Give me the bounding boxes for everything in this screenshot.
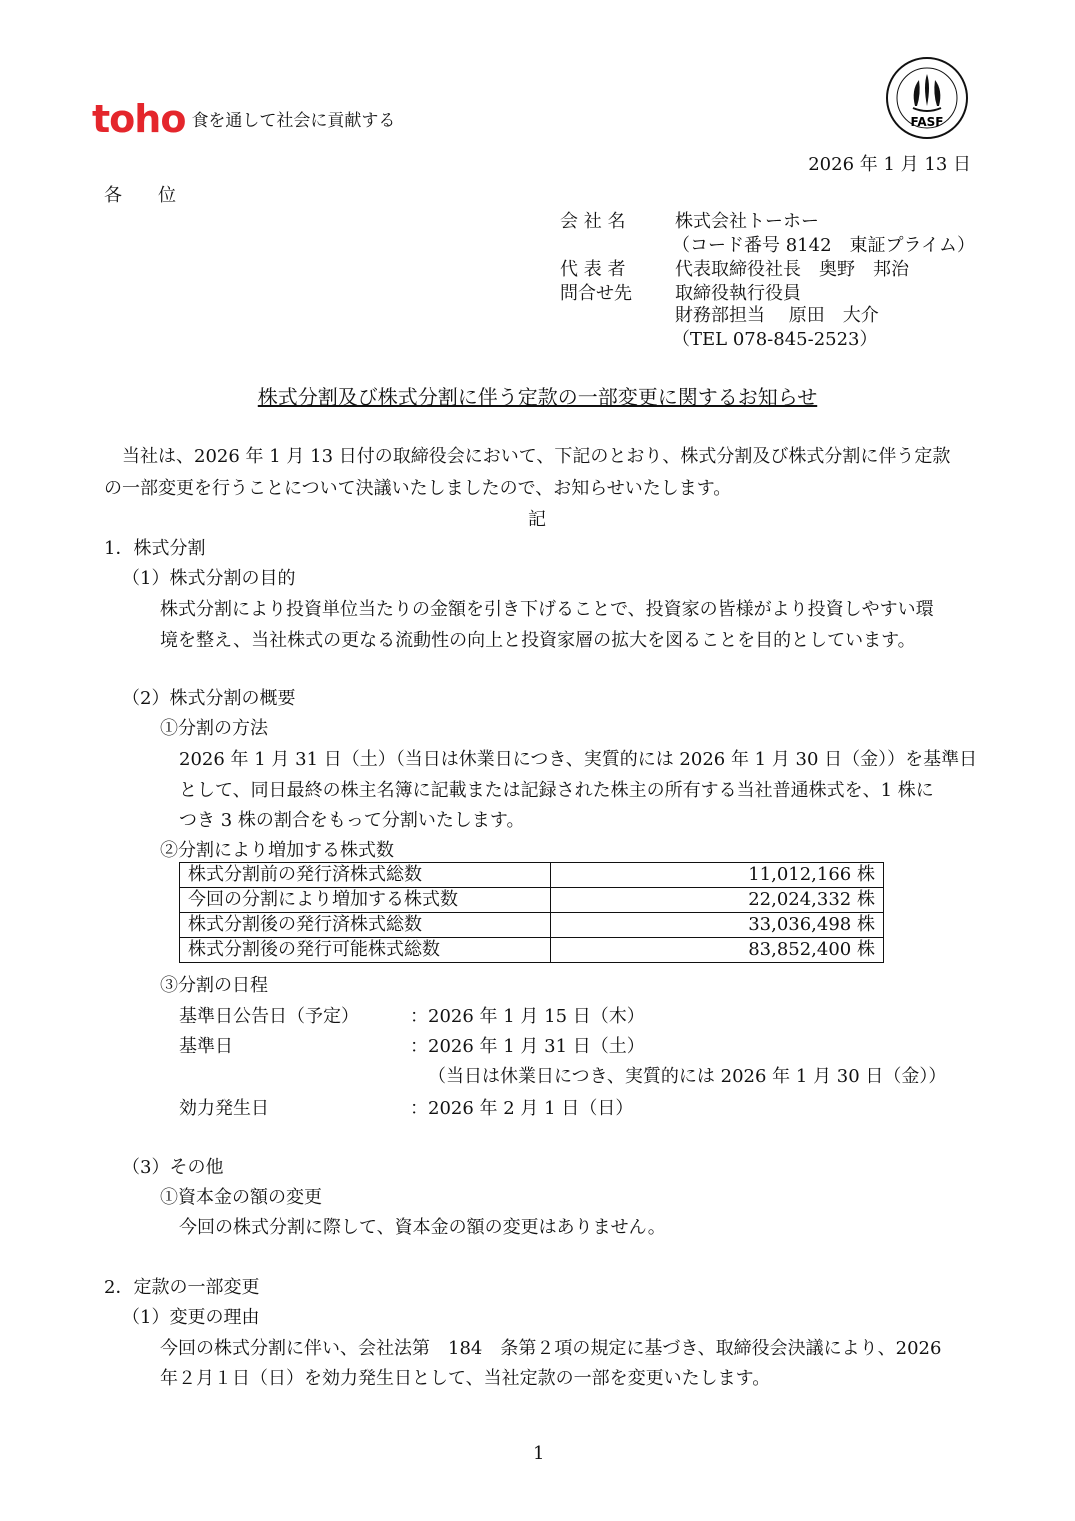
- section-1-heading: 1．株式分割: [104, 538, 206, 559]
- representative: 代表取締役社長 奥野 邦治: [675, 259, 909, 280]
- intro-line-2: の一部変更を行うことについて決議いたしましたので、お知らせいたします。: [104, 478, 732, 499]
- section-1-1-heading: （1）株式分割の目的: [122, 568, 296, 589]
- company-logo: [92, 97, 395, 141]
- document-date: 2026 年 1 月 13 日: [808, 154, 971, 175]
- company-code: （コード番号 8142 東証プライム）: [672, 235, 975, 256]
- table-cell-label: 株式分割前の発行済株式総数: [180, 863, 551, 888]
- document-title: 株式分割及び株式分割に伴う定款の一部変更に関するお知らせ: [257, 385, 818, 409]
- increase-heading: ②分割により増加する株式数: [160, 840, 394, 861]
- company-name: 株式会社トーホー: [675, 211, 819, 232]
- schedule-row-1-value: ：2026 年 1 月 15 日（木）: [410, 1006, 645, 1027]
- schedule-row-3-value: ：2026 年 2 月 1 日（日）: [410, 1098, 634, 1119]
- contact-label: 問合せ先: [560, 283, 632, 304]
- contact-tel: （TEL 078-845-2523）: [672, 329, 878, 350]
- section-2-1-heading: （1）変更の理由: [122, 1307, 260, 1328]
- ki-mark: 記: [528, 509, 546, 530]
- schedule-row-2-note: （当日は休業日につき、実質的には 2026 年 1 月 30 日（金））: [428, 1066, 947, 1087]
- table-cell-label: 今回の分割により増加する株式数: [180, 888, 551, 913]
- table-cell-value: 22,024,332 株: [551, 888, 884, 913]
- addressee: 各 位: [104, 185, 176, 206]
- method-line-3: つき 3 株の割合をもって分割いたします。: [179, 810, 525, 831]
- method-heading: ①分割の方法: [160, 718, 268, 739]
- company-name-label: 会 社 名: [560, 211, 626, 232]
- logo-slogan: 食を通して社会に貢献する: [191, 111, 396, 131]
- capital-heading: ①資本金の額の変更: [160, 1187, 322, 1208]
- logo-brand: toho: [92, 97, 186, 141]
- table-cell-label: 株式分割後の発行可能株式総数: [180, 938, 551, 963]
- table-cell-value: 83,852,400 株: [551, 938, 884, 963]
- section-2-heading: 2．定款の一部変更: [104, 1277, 260, 1298]
- seal-label: FASF: [910, 115, 944, 129]
- capital-text: 今回の株式分割に際して、資本金の額の変更はありません。: [179, 1217, 666, 1238]
- representative-label: 代 表 者: [560, 259, 626, 280]
- contact-line-2: 財務部担当 原田 大介: [675, 305, 879, 326]
- section-1-3-heading: （3）その他: [122, 1157, 224, 1178]
- purpose-line-1: 株式分割により投資単位当たりの金額を引き下げることで、投資家の皆様がより投資しやすい環: [160, 599, 934, 620]
- reason-line-2: 年２月１日（日）を効力発生日として、当社定款の一部を変更いたします。: [160, 1368, 771, 1389]
- schedule-row-2-label: 基準日: [179, 1036, 233, 1057]
- table-row: [180, 938, 884, 963]
- schedule-heading: ③分割の日程: [160, 975, 268, 996]
- purpose-line-2: 境を整え、当社株式の更なる流動性の向上と投資家層の拡大を図ることを目的としています。: [160, 630, 916, 651]
- reason-line-1: 今回の株式分割に伴い、会社法第 184 条第２項の規定に基づき、取締役会決議により、2026: [160, 1338, 942, 1359]
- schedule-row-2-value: ：2026 年 1 月 31 日（土）: [410, 1036, 645, 1057]
- shares-table: [179, 862, 884, 963]
- method-line-2: として、同日最終の株主名簿に記載または記録された株主の所有する当社普通株式を、1 株に: [179, 780, 934, 801]
- method-line-1: 2026 年 1 月 31 日（土）（当日は休業日につき、実質的には 2026 年 1 月 30 日（金））を基準日: [179, 749, 978, 770]
- table-cell-value: 33,036,498 株: [551, 913, 884, 938]
- table-row: [180, 863, 884, 888]
- intro-line-1: 当社は、2026 年 1 月 13 日付の取締役会において、下記のとおり、株式分割及び株式分割に伴う定款: [122, 446, 951, 467]
- schedule-row-1-label: 基準日公告日（予定）: [179, 1006, 359, 1027]
- page-number: 1: [533, 1443, 545, 1464]
- contact-line-1: 取締役執行役員: [675, 283, 801, 304]
- table-cell-label: 株式分割後の発行済株式総数: [180, 913, 551, 938]
- table-row: [180, 913, 884, 938]
- section-1-2-heading: （2）株式分割の概要: [122, 688, 296, 709]
- fasf-seal-icon: [885, 56, 969, 140]
- table-row: [180, 888, 884, 913]
- schedule-row-3-label: 効力発生日: [179, 1098, 269, 1119]
- table-cell-value: 11,012,166 株: [551, 863, 884, 888]
